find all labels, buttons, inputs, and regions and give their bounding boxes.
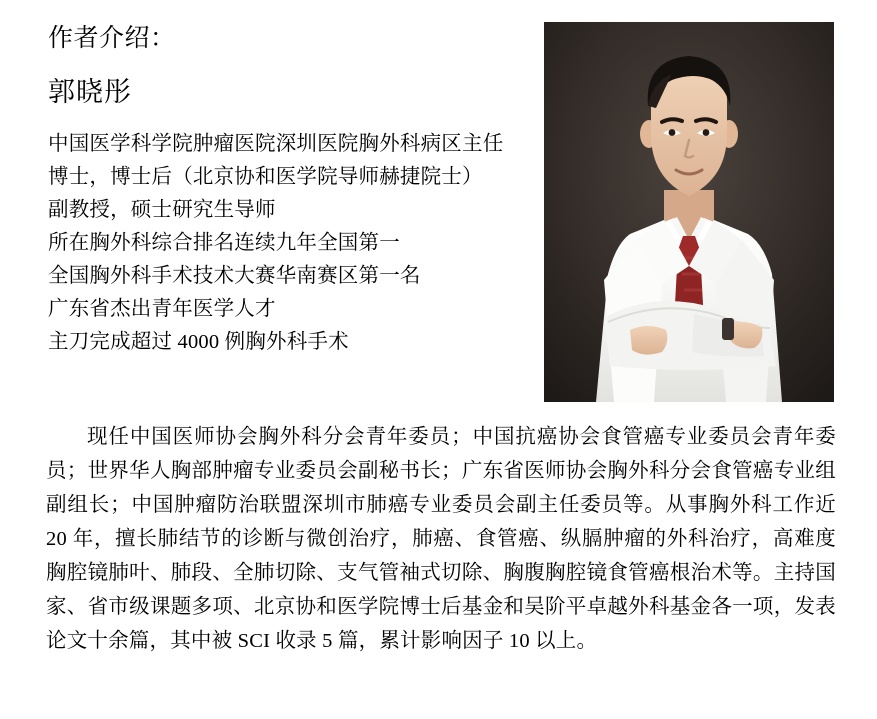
credential-line: 中国医学科学院肿瘤医院深圳医院胸外科病区主任 [48,133,504,155]
portrait-illustration [544,22,834,402]
intro-label: 作者介绍： [48,25,176,52]
author-name: 郭晓彤 [48,77,132,107]
author-portrait [544,22,834,402]
credential-line: 广东省杰出青年医学人才 [48,298,276,320]
biography-paragraph: 现任中国医师协会胸外科分会青年委员；中国抗癌协会食管癌专业委员会青年委员；世界华人胸部肿瘤专业委员会副秘书长；广东省医师协会胸外科分会食管癌专业组副组长；中国肿瘤防治联盟深圳市肺癌专业委员会副主任委员等。从事胸外科工作近 20 年，擅长肺结节的诊断与微创治疗，肺癌、食管癌、纵膈肿瘤的外科治疗，高难度胸腔镜肺叶、肺段、全肺切除、支气管袖式切除、胸腹胸腔镜食管癌根治术等。主持国家、省市级课题多项、北京协和医学院博士后基金和吴阶平卓越外科基金各一项，发表论文十余篇，其中被 SCI 收录 5 篇，累计影响因子 10 以上。 [46,426,836,652]
credentials-list [48,128,548,359]
credential-line: 副教授，硕士研究生导师 [48,199,276,221]
credential-line: 全国胸外科手术技术大赛华南赛区第一名 [48,265,421,287]
credential-line: 博士，博士后（北京协和医学院导师赫捷院士） [48,166,483,188]
credential-line: 主刀完成超过 4000 例胸外科手术 [48,331,349,353]
credential-line: 所在胸外科综合排名连续九年全国第一 [48,232,400,254]
